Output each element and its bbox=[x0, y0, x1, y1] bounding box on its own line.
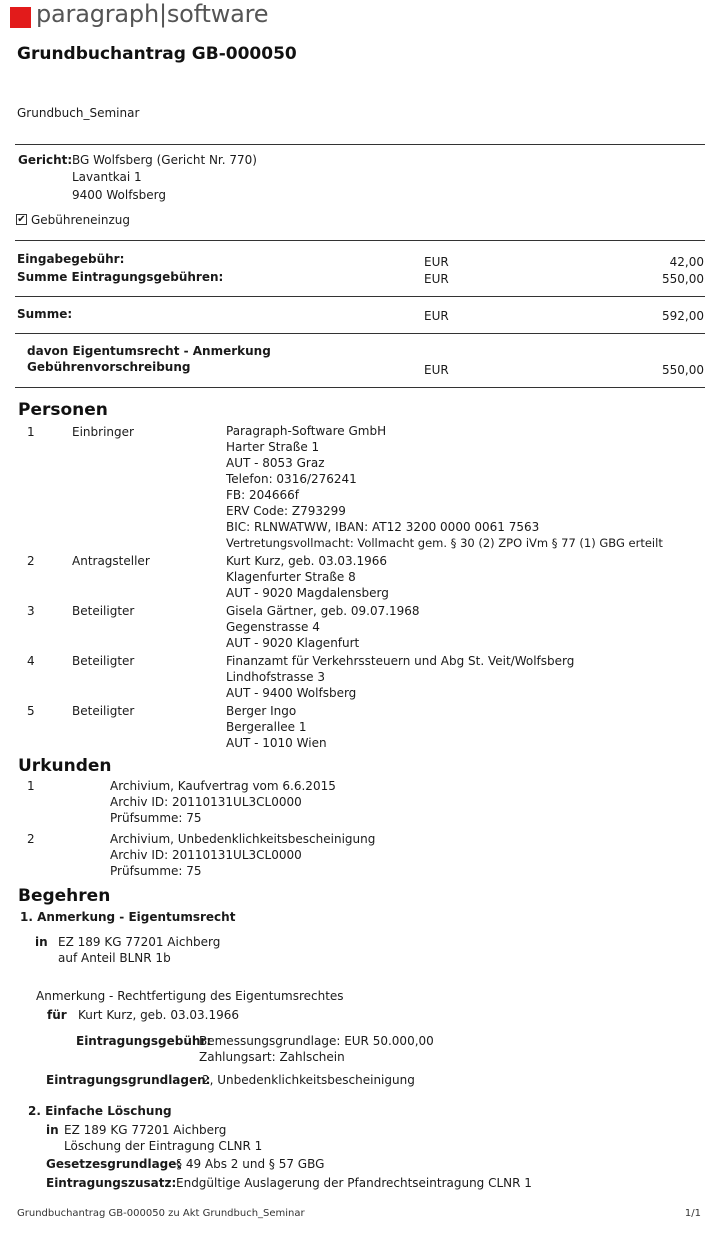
eingabegebuehr-label: Eingabegebühr: bbox=[17, 252, 125, 266]
summe-eintragungsgebuehren-label: Summe Eintragungsgebühren: bbox=[17, 270, 224, 284]
person-line: AUT - 9020 Magdalensberg bbox=[226, 586, 389, 600]
divider bbox=[15, 144, 705, 145]
person-line: Telefon: 0316/276241 bbox=[226, 472, 357, 486]
urkunde-line: Archiv ID: 20110131UL3CL0000 bbox=[110, 848, 302, 862]
page-number: 1/1 bbox=[684, 1208, 701, 1219]
summe-currency: EUR bbox=[424, 309, 449, 323]
begehren-1-fuer-label: für bbox=[47, 1008, 67, 1022]
urkunde-line: Prüfsumme: 75 bbox=[110, 811, 202, 825]
gebuehreneinzug-checkbox[interactable] bbox=[16, 214, 27, 225]
begehren-2-in-line: EZ 189 KG 77201 Aichberg bbox=[64, 1123, 227, 1137]
divider bbox=[15, 387, 705, 388]
urkunde-line: Archivium, Kaufvertrag vom 6.6.2015 bbox=[110, 779, 336, 793]
begehren-1-in-line: EZ 189 KG 77201 Aichberg bbox=[58, 935, 221, 949]
begehren-1-in-line: auf Anteil BLNR 1b bbox=[58, 951, 171, 965]
person-nr: 4 bbox=[27, 654, 35, 668]
urkunde-nr: 2 bbox=[27, 832, 35, 846]
urkunde-line: Prüfsumme: 75 bbox=[110, 864, 202, 878]
begehren-heading: Begehren bbox=[18, 886, 111, 906]
begehren-2-title: 2. Einfache Löschung bbox=[28, 1104, 172, 1118]
urkunde-line: Archiv ID: 20110131UL3CL0000 bbox=[110, 795, 302, 809]
begehren-2-in-label: in bbox=[46, 1123, 59, 1137]
summe-label: Summe: bbox=[17, 307, 73, 321]
person-line: Paragraph-Software GmbH bbox=[226, 424, 387, 438]
begehren-2-in-line: Löschung der Eintragung CLNR 1 bbox=[64, 1139, 263, 1153]
summe-amount: 592,00 bbox=[662, 309, 704, 323]
davon-label: davon Eigentumsrecht - Anmerkung bbox=[27, 344, 271, 358]
begehren-1-anmerkung: Anmerkung - Rechtfertigung des Eigentumsrechtes bbox=[36, 989, 344, 1003]
gebuehreneinzug-label: Gebühreneinzug bbox=[31, 213, 131, 227]
footer-text: Grundbuchantrag GB-000050 zu Akt Grundbuch_Seminar bbox=[17, 1208, 305, 1219]
person-role: Beteiligter bbox=[72, 604, 135, 618]
akt-name: Grundbuch_Seminar bbox=[17, 106, 140, 120]
person-line: ERV Code: Z793299 bbox=[226, 504, 346, 518]
person-role: Einbringer bbox=[72, 425, 134, 439]
begehren-1-in-label: in bbox=[35, 935, 48, 949]
person-nr: 3 bbox=[27, 604, 35, 618]
person-nr: 1 bbox=[27, 425, 35, 439]
davon-amount: 550,00 bbox=[662, 363, 704, 377]
divider bbox=[15, 333, 705, 334]
begehren-1-grundlagen-value: 2, Unbedenklichkeitsbescheinigung bbox=[202, 1073, 415, 1087]
logo-right-text: software bbox=[166, 0, 269, 28]
begehren-1-title: 1. Anmerkung - Eigentumsrecht bbox=[20, 910, 236, 924]
person-line: Berger Ingo bbox=[226, 704, 297, 718]
person-line: Finanzamt für Verkehrssteuern und Abg St. Veit/Wolfsberg bbox=[226, 654, 575, 668]
person-line: Gisela Gärtner, geb. 09.07.1968 bbox=[226, 604, 420, 618]
logo-left-text: paragraph bbox=[36, 0, 159, 28]
begehren-1-gebuehr-line: Zahlungsart: Zahlschein bbox=[199, 1050, 345, 1064]
person-line: AUT - 8053 Graz bbox=[226, 456, 325, 470]
eingabegebuehr-amount: 42,00 bbox=[669, 255, 704, 269]
person-line: Harter Straße 1 bbox=[226, 440, 320, 454]
begehren-2-gesetz-label: Gesetzesgrundlage: bbox=[46, 1157, 182, 1171]
person-line: Lindhofstrasse 3 bbox=[226, 670, 325, 684]
gericht-line: 9400 Wolfsberg bbox=[72, 188, 167, 202]
divider bbox=[15, 296, 705, 297]
person-role: Beteiligter bbox=[72, 704, 135, 718]
gericht-label: Gericht: bbox=[18, 153, 73, 167]
person-line: Bergerallee 1 bbox=[226, 720, 307, 734]
person-nr: 5 bbox=[27, 704, 35, 718]
person-role: Antragsteller bbox=[72, 554, 150, 568]
urkunde-nr: 1 bbox=[27, 779, 35, 793]
gericht-line: BG Wolfsberg (Gericht Nr. 770) bbox=[72, 153, 257, 167]
begehren-2-zusatz-label: Eintragungszusatz: bbox=[46, 1176, 177, 1190]
divider bbox=[15, 240, 705, 241]
logo-square-icon bbox=[10, 7, 31, 28]
person-role: Beteiligter bbox=[72, 654, 135, 668]
page-title: Grundbuchantrag GB-000050 bbox=[17, 44, 297, 64]
begehren-1-grundlagen-label: Eintragungsgrundlagen: bbox=[46, 1073, 211, 1087]
urkunde-line: Archivium, Unbedenklichkeitsbescheinigung bbox=[110, 832, 376, 846]
summe-eintragungsgebuehren-currency: EUR bbox=[424, 272, 449, 286]
gericht-line: Lavantkai 1 bbox=[72, 170, 142, 184]
person-line: AUT - 1010 Wien bbox=[226, 736, 327, 750]
gebuehrenvorschreibung-label: Gebührenvorschreibung bbox=[27, 360, 191, 374]
personen-heading: Personen bbox=[18, 400, 108, 420]
person-nr: 2 bbox=[27, 554, 35, 568]
urkunden-heading: Urkunden bbox=[18, 756, 112, 776]
summe-eintragungsgebuehren-amount: 550,00 bbox=[662, 272, 704, 286]
begehren-2-zusatz-value: Endgültige Auslagerung der Pfandrechtseintragung CLNR 1 bbox=[176, 1176, 532, 1190]
person-line: FB: 204666f bbox=[226, 488, 300, 502]
begehren-1-gebuehr-label: Eintragungsgebühr: bbox=[76, 1034, 212, 1048]
davon-currency: EUR bbox=[424, 363, 449, 377]
person-line: Vertretungsvollmacht: Vollmacht gem. § 30 (2) ZPO iVm § 77 (1) GBG erteilt bbox=[226, 536, 663, 550]
begehren-1-gebuehr-line: Bemessungsgrundlage: EUR 50.000,00 bbox=[199, 1034, 434, 1048]
eingabegebuehr-currency: EUR bbox=[424, 255, 449, 269]
person-line: AUT - 9020 Klagenfurt bbox=[226, 636, 360, 650]
logo-separator: | bbox=[158, 0, 167, 28]
checkmark-icon: ✔ bbox=[17, 214, 26, 225]
person-line: AUT - 9400 Wolfsberg bbox=[226, 686, 357, 700]
person-line: BIC: RLNWATWW, IBAN: AT12 3200 0000 0061 7563 bbox=[226, 520, 540, 534]
logo bbox=[36, 0, 268, 28]
person-line: Gegenstrasse 4 bbox=[226, 620, 320, 634]
person-line: Kurt Kurz, geb. 03.03.1966 bbox=[226, 554, 388, 568]
begehren-1-fuer-value: Kurt Kurz, geb. 03.03.1966 bbox=[78, 1008, 240, 1022]
person-line: Klagenfurter Straße 8 bbox=[226, 570, 356, 584]
begehren-2-gesetz-value: § 49 Abs 2 und § 57 GBG bbox=[176, 1157, 325, 1171]
